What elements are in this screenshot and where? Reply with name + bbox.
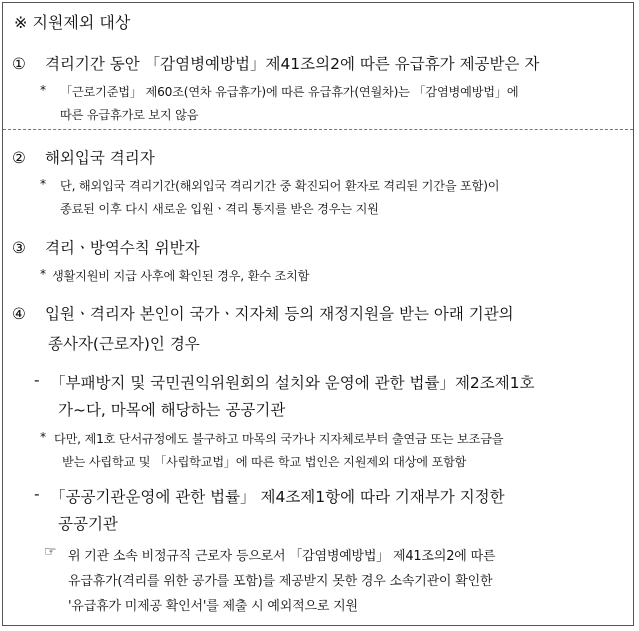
item-2-note-line-2: 종료된 이후 다시 새로운 입원ㆍ격리 통지를 받은 경우는 지원 bbox=[60, 202, 379, 216]
item-2-marker: ② bbox=[12, 149, 26, 167]
item-1-note-line-1: 「근로기준법」 제60조(연차 유급휴가)에 따른 유급휴가(연월차)는 「감염병예방법」에 bbox=[60, 85, 519, 99]
item-1-text: 격리기간 동안 「감염병예방법」제41조의2에 따른 유급휴가 제공받은 자 bbox=[44, 55, 540, 73]
item-2 bbox=[12, 146, 155, 168]
subitem-1-line-2: 가~다, 마목에 해당하는 공공기관 bbox=[58, 401, 286, 419]
item-4-text-line-1: 입원ㆍ격리자 본인이 국가ㆍ지자체 등의 재정지원을 받는 아래 기관의 bbox=[44, 305, 514, 323]
item-3-note-line-1: 생활지원비 지급 사후에 확인된 경우, 환수 조치함 bbox=[52, 269, 310, 283]
item-4-marker: ④ bbox=[12, 305, 26, 323]
pointing-hand-icon: ☞ bbox=[44, 544, 57, 560]
item-1-note-line-2: 따른 유급휴가로 보지 않음 bbox=[60, 108, 199, 122]
subitem-1-line-1: 「부패방지 및 국민권익위원회의 설치와 운영에 관한 법률」제2조제1호 bbox=[50, 374, 535, 392]
subitem-2-line-1: 「공공기관운영에 관한 법률」 제4조제1항에 따라 기재부가 지정한 bbox=[50, 488, 505, 506]
item-3-note-bullet: * bbox=[40, 267, 46, 281]
item-1-marker: ① bbox=[12, 55, 26, 73]
subitem-1-bullet: - bbox=[34, 371, 40, 389]
subitem-1-note-bullet: * bbox=[40, 430, 46, 444]
item-1 bbox=[12, 52, 539, 74]
subitem-1-note-line-1: 다만, 제1호 단서규정에도 불구하고 마목의 국가나 지자체로부터 출연금 또는 보조금을 bbox=[54, 432, 504, 446]
section-title: ※ 지원제외 대상 bbox=[14, 13, 131, 32]
section-divider bbox=[3, 129, 633, 130]
footnote-line-3: '유급휴가 미제공 확인서'를 제출 시 예외적으로 지원 bbox=[68, 599, 358, 614]
item-4 bbox=[12, 302, 514, 324]
item-2-note-bullet: * bbox=[40, 177, 46, 191]
subitem-2-line-2: 공공기관 bbox=[58, 515, 118, 533]
item-2-text: 해외입국 격리자 bbox=[44, 149, 155, 167]
item-3 bbox=[12, 236, 200, 258]
subitem-2-bullet: - bbox=[34, 485, 40, 503]
footnote-line-1: 위 기관 소속 비정규직 근로자 등으로서 「감염병예방법」 제41조의2에 따른 bbox=[68, 549, 496, 564]
item-1-note-bullet: * bbox=[40, 83, 46, 97]
item-2-note-line-1: 단, 해외입국 격리기간(해외입국 격리기간 중 확진되어 환자로 격리된 기간을 포함)이 bbox=[60, 179, 500, 193]
item-3-marker: ③ bbox=[12, 239, 26, 257]
subitem-1-note-line-2: 받는 사립학교 및 「사립학교법」에 따른 학교 법인은 지원제외 대상에 포함함 bbox=[62, 455, 467, 469]
item-3-text: 격리ㆍ방역수칙 위반자 bbox=[44, 239, 200, 257]
item-4-text-line-2: 종사자(근로자)인 경우 bbox=[48, 335, 200, 353]
footnote-line-2: 유급휴가(격리를 위한 공가를 포함)를 제공받지 못한 경우 소속기관이 확인한 bbox=[68, 574, 493, 589]
